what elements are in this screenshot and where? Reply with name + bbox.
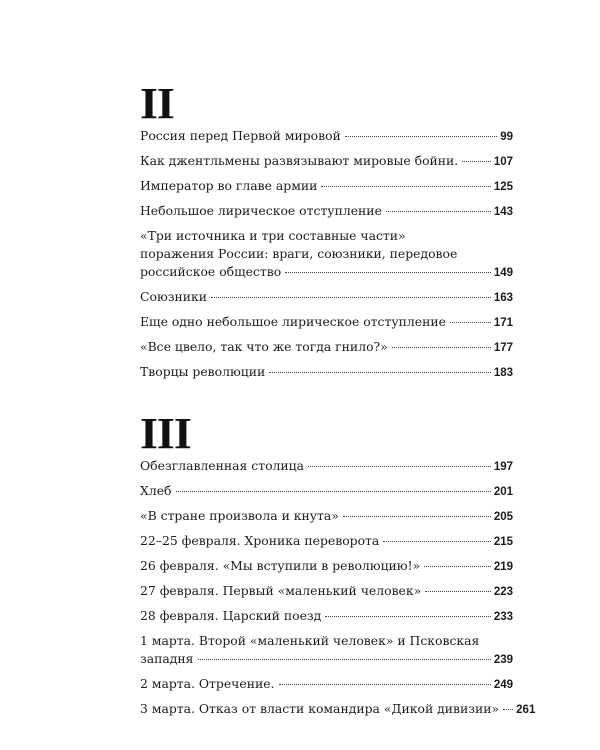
entry-title: 27 февраля. Первый «маленький человек» (140, 583, 422, 598)
toc-entry[interactable] (140, 227, 513, 282)
toc-entry[interactable] (140, 700, 536, 719)
page-number: 261 (516, 704, 536, 716)
dot-leader (345, 136, 497, 137)
toc-entry[interactable] (140, 202, 513, 221)
dot-leader (386, 211, 491, 212)
entry-title: Творцы революции (140, 364, 266, 379)
dot-leader (279, 684, 491, 685)
toc-entry[interactable] (140, 288, 513, 307)
entry-title: 2 марта. Отречение. (140, 676, 275, 691)
page-number: 149 (493, 267, 513, 279)
toc-entry[interactable] (140, 152, 513, 171)
dot-leader (269, 372, 491, 373)
toc-section-3 (140, 409, 536, 725)
dot-leader (343, 516, 491, 517)
entry-title: Союзники (140, 289, 208, 304)
dot-leader (383, 541, 491, 542)
dot-leader (211, 297, 491, 298)
entry-title-line: «Три источника и три составные части» (140, 228, 406, 243)
page-number: 177 (493, 342, 513, 354)
page-number: 125 (493, 181, 513, 193)
dot-leader (321, 186, 490, 187)
toc-entry[interactable] (140, 675, 513, 694)
toc-entry[interactable] (140, 363, 513, 382)
toc-entry[interactable] (140, 457, 513, 476)
toc-entry[interactable] (140, 582, 513, 601)
page-number: 171 (493, 317, 513, 329)
dot-leader (198, 659, 491, 660)
entry-title: «Все цвело, так что же тогда гнило?» (140, 339, 388, 354)
toc-entry[interactable] (140, 632, 513, 669)
toc-entry[interactable] (140, 313, 513, 332)
entry-title: Хлеб (140, 483, 172, 498)
dot-leader (450, 322, 491, 323)
section-numeral: III (140, 409, 191, 458)
entry-title: 3 марта. Отказ от власти командира «Дикой дивизии» (140, 701, 500, 716)
page-number: 239 (493, 654, 513, 666)
entry-title-line: поражения России: враги, союзники, передовое (140, 246, 458, 261)
toc-section-2 (140, 79, 513, 388)
dot-leader (462, 161, 491, 162)
page-number: 143 (493, 206, 513, 218)
page-number: 201 (493, 486, 513, 498)
page-number: 233 (493, 611, 513, 623)
toc-entry[interactable] (140, 607, 513, 626)
dot-leader (176, 491, 491, 492)
page-number: 183 (493, 367, 513, 379)
entry-title: Еще одно небольшое лирическое отступление (140, 314, 446, 329)
dot-leader (308, 466, 491, 467)
dot-leader (285, 272, 491, 273)
page-number: 215 (493, 536, 513, 548)
entry-title: российское общество (140, 264, 282, 279)
toc-entry[interactable] (140, 532, 513, 551)
dot-leader (392, 347, 491, 348)
toc-entry[interactable] (140, 177, 513, 196)
entry-title: Обезглавленная столица (140, 458, 305, 473)
entry-title: Как джентльмены развязывают мировые бойни. (140, 153, 459, 168)
dot-leader (424, 566, 491, 567)
entry-title: Император во главе армии (140, 178, 318, 193)
page-number: 197 (493, 461, 513, 473)
entry-title: 28 февраля. Царский поезд (140, 608, 322, 623)
toc-entry[interactable] (140, 338, 513, 357)
dot-leader (503, 709, 513, 710)
page-number: 107 (493, 156, 513, 168)
entry-title: 26 февраля. «Мы вступили в революцию!» (140, 558, 421, 573)
page-number: 223 (493, 586, 513, 598)
toc-entry[interactable] (140, 507, 513, 526)
dot-leader (425, 591, 491, 592)
page-number: 163 (493, 292, 513, 304)
page-number: 219 (493, 561, 513, 573)
entry-title: «В стране произвола и кнута» (140, 508, 339, 523)
page-number: 99 (500, 131, 513, 143)
entry-title: Россия перед Первой мировой (140, 128, 341, 143)
toc-entry[interactable] (140, 127, 513, 146)
entry-title: западня (140, 651, 194, 666)
entry-title-line: 1 марта. Второй «маленький человек» и Псковская (140, 633, 480, 648)
section-numeral: II (140, 79, 174, 128)
page-number: 205 (493, 511, 513, 523)
toc-entry[interactable] (140, 557, 513, 576)
entry-title: Небольшое лирическое отступление (140, 203, 382, 218)
entry-title: 22–25 февраля. Хроника переворота (140, 533, 380, 548)
toc-entry[interactable] (140, 482, 513, 501)
page-number: 249 (493, 679, 513, 691)
dot-leader (325, 616, 491, 617)
